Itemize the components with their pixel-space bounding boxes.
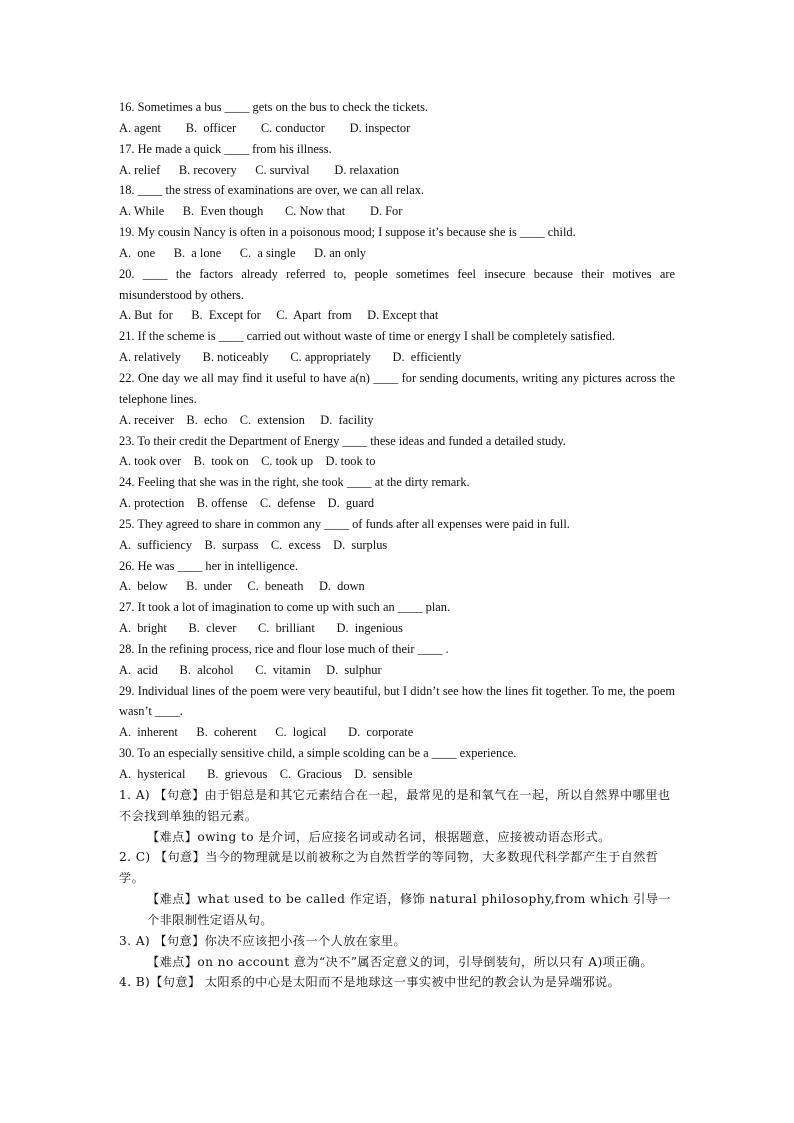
answer-list bbox=[119, 785, 675, 993]
question-options: A. While B. Even though C. Now that D. For bbox=[119, 204, 403, 219]
question-options: A. protection B. offense C. defense D. guard bbox=[119, 496, 375, 511]
question-16 bbox=[119, 97, 675, 139]
question-options: A. below B. under C. beneath D. down bbox=[119, 579, 365, 594]
question-options: A. hysterical B. grievous C. Gracious D. sensible bbox=[119, 767, 413, 781]
question-29 bbox=[119, 681, 675, 744]
question-text: 24. Feeling that she was in the right, she took ____ at the dirty remark. bbox=[119, 475, 470, 490]
question-30 bbox=[119, 743, 675, 785]
answer-explanation: 2. C) 【句意】当今的物理就是以前被称之为自然哲学的等同物，大多数现代科学都产生于自然哲学。 bbox=[119, 850, 659, 886]
question-text: 29. Individual lines of the poem were very beautiful, but I didn’t see how the lines fit together. To me, the poem wasn’t ____. bbox=[119, 683, 675, 719]
question-22 bbox=[119, 368, 675, 431]
question-20 bbox=[119, 264, 675, 327]
question-options: A. sufficiency B. surpass C. excess D. surplus bbox=[119, 537, 388, 552]
answer-1 bbox=[119, 785, 675, 848]
question-27 bbox=[119, 597, 675, 639]
question-text: 28. In the refining process, rice and flour lose much of their ____ . bbox=[119, 641, 449, 656]
question-text: 21. If the scheme is ____ carried out without waste of time or energy I shall be completely satisfied. bbox=[119, 329, 615, 344]
answer-explanation: 4. B)【句意】 太阳系的中心是太阳而不是地球这一事实被中世纪的教会认为是异端邪说。 bbox=[119, 975, 621, 990]
question-options: A. one B. a lone C. a single D. an only bbox=[119, 245, 367, 260]
answer-difficulty-note: 【难点】owing to 是介词，后应接名词或动名词，根据题意，应接被动语态形式。 bbox=[147, 829, 611, 844]
question-text: 16. Sometimes a bus ____ gets on the bus to check the tickets. bbox=[119, 100, 429, 114]
question-24 bbox=[119, 472, 675, 514]
question-23 bbox=[119, 431, 675, 473]
question-17 bbox=[119, 139, 675, 181]
question-options: A. relatively B. noticeably C. appropriately D. efficiently bbox=[119, 350, 462, 365]
answer-difficulty-note: 【难点】what used to be called 作定语，修饰 natural philosophy,from which 引导一个非限制性定语从句。 bbox=[147, 892, 671, 927]
answer-explanation: 1. A) 【句意】由于铝总是和其它元素结合在一起，最常见的是和氧气在一起，所以自然界中哪里也不会找到单独的铝元素。 bbox=[119, 787, 671, 823]
question-options: A. relief B. recovery C. survival D. relaxation bbox=[119, 162, 400, 177]
document-body bbox=[119, 97, 675, 993]
question-options: A. agent B. officer C. conductor D. inspector bbox=[119, 120, 411, 135]
answer-2 bbox=[119, 847, 675, 930]
question-text: 30. To an especially sensitive child, a simple scolding can be a ____ experience. bbox=[119, 746, 517, 761]
question-25 bbox=[119, 514, 675, 556]
question-options: A. bright B. clever C. brilliant D. ingenious bbox=[119, 621, 403, 636]
question-list bbox=[119, 97, 675, 785]
question-text: 23. To their credit the Department of Energy ____ these ideas and funded a detailed study. bbox=[119, 433, 566, 448]
question-options: A. acid B. alcohol C. vitamin D. sulphur bbox=[119, 662, 382, 677]
question-options: A. inherent B. coherent C. logical D. corporate bbox=[119, 725, 414, 740]
question-text: 26. He was ____ her in intelligence. bbox=[119, 558, 298, 573]
question-options: A. took over B. took on C. took up D. took to bbox=[119, 454, 376, 469]
question-18 bbox=[119, 180, 675, 222]
answer-4 bbox=[119, 972, 675, 993]
question-text: 19. My cousin Nancy is often in a poisonous mood; I suppose it’s because she is ____ child. bbox=[119, 225, 576, 240]
question-text: 20. ____ the factors already referred to, people sometimes feel insecure because their motives are misunderstood by others. bbox=[119, 266, 675, 302]
answer-difficulty-note: 【难点】on no account 意为“决不”属否定意义的词，引导倒装句，所以只有 A)项正确。 bbox=[147, 954, 653, 969]
question-text: 18. ____ the stress of examinations are over, we can all relax. bbox=[119, 183, 425, 198]
question-options: A. receiver B. echo C. extension D. facility bbox=[119, 412, 374, 427]
question-text: 25. They agreed to share in common any ____ of funds after all expenses were paid in full. bbox=[119, 516, 570, 531]
question-text: 17. He made a quick ____ from his illness. bbox=[119, 141, 332, 156]
question-19 bbox=[119, 222, 675, 264]
answer-3 bbox=[119, 931, 675, 973]
question-26 bbox=[119, 556, 675, 598]
answer-explanation: 3. A) 【句意】你决不应该把小孩一个人放在家里。 bbox=[119, 933, 407, 948]
question-28 bbox=[119, 639, 675, 681]
question-options: A. But for B. Except for C. Apart from D. Except that bbox=[119, 308, 439, 323]
question-21 bbox=[119, 326, 675, 368]
question-text: 22. One day we all may find it useful to have a(n) ____ for sending documents, writing any pictures across the telephone lines. bbox=[119, 370, 675, 406]
question-text: 27. It took a lot of imagination to come up with such an ____ plan. bbox=[119, 600, 451, 615]
